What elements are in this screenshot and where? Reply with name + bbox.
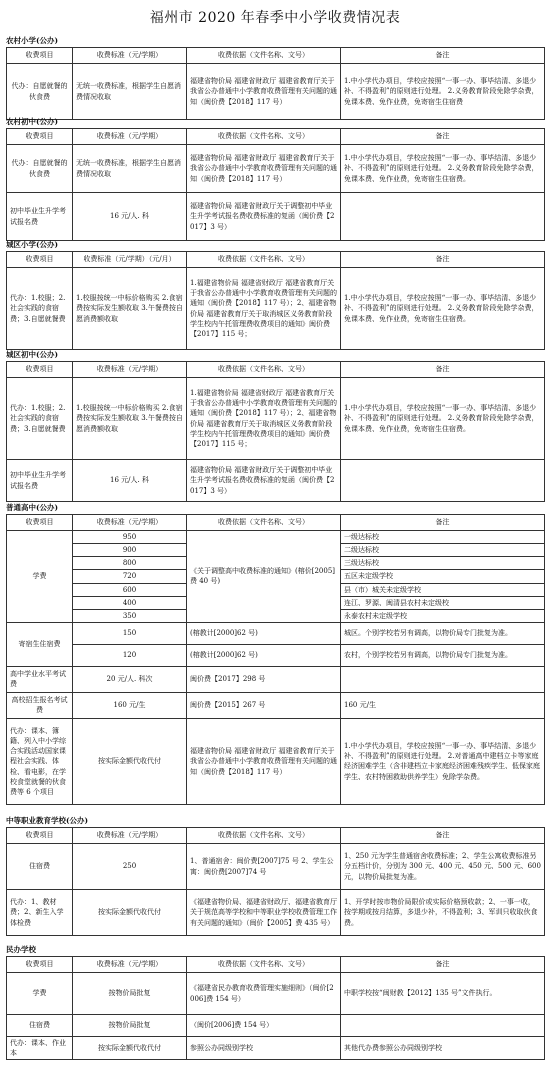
table-rural-junior xyxy=(6,128,545,241)
fee-remark: 中职学校按“闽财教【2012】135 号”文件执行。 xyxy=(341,973,545,1015)
fee-basis: 参照公办同级别学校 xyxy=(187,1037,341,1060)
header-basis: 收费依据（文件名称、文号） xyxy=(187,362,341,378)
fee-remark: 其他代办费参照公办同级别学校 xyxy=(341,1037,545,1060)
table-row xyxy=(7,531,545,544)
table-row xyxy=(7,145,545,193)
fee-standard: 16 元/人. 科 xyxy=(73,460,187,502)
header-basis: 收费依据（文件名称、文号） xyxy=(187,515,341,531)
header-standard: 收费标准（元/学期） xyxy=(73,48,187,64)
table-row xyxy=(7,1015,545,1037)
fee-basis: 福建省物价局 福建省财政厅 福建省教育厅关于我省公办普通中小学教育收费管理有关问题的通知（闽价费【2018】117 号） xyxy=(187,145,341,193)
fee-standard: 按实际金额代收代付 xyxy=(73,890,187,936)
fee-remark: 五区未定级学校 xyxy=(341,570,545,583)
header-row xyxy=(7,957,545,973)
fee-remark: 1、开学时按市物价局限价或实际价格预收款；2、一事一收，按学期或按月结算，多退少补，不得盈利；3、军训只收取伙食费。 xyxy=(341,890,545,936)
fee-standard: 250 xyxy=(73,844,187,890)
section-vocational: 中等职业教育学校(公办) xyxy=(6,816,89,825)
table-row xyxy=(7,890,545,936)
header-item: 收费项目 xyxy=(7,515,73,531)
header-remark: 备注 xyxy=(341,828,545,844)
fee-basis: 《福建省物价局、福建省财政厅、福建省教育厅关于规范高等学校和中等职业学校收费管理工作有关问题的通知》（闽价【2005】费 435 号） xyxy=(187,890,341,936)
header-row xyxy=(7,252,545,268)
fee-remark: 农村，个别学校若另有调高，以物价局专门批复为准。 xyxy=(341,644,545,666)
section-rural-primary: 农村小学(公办) xyxy=(6,36,59,45)
fee-basis: 闽价费【2015】267 号 xyxy=(187,692,341,718)
fee-remark: 1.中小学代办项目，学校应按照“一事一办、事毕结清、多退少补、不得盈利”的原则进行处理。 2.义务教育阶段免除学杂费，免课本费、免作业费，免寄宿生住宿费。 xyxy=(341,378,545,460)
table-row xyxy=(7,973,545,1015)
fee-remark: 1.中小学代办项目，学校应按照“一事一办、事毕结清、多退少补、不得盈利”的原则进行处理。 2.义务教育阶段免除学杂费，免课本费、免作业费，免寄宿生住宿费。 xyxy=(341,145,545,193)
header-remark: 备注 xyxy=(341,515,545,531)
table-row xyxy=(7,64,545,120)
fee-remark: 县（市）城关未定级学校 xyxy=(341,583,545,596)
fee-basis: （闽价[2006]费 154 号） xyxy=(187,1015,341,1037)
fee-remark: 1.中小学代办项目，学校应按照“一事一办、事毕结清、多退少补、不得盈利”的原则进行处理。 2.义务教育阶段免除学杂费，免课本费、免作业费，免寄宿生住宿费 xyxy=(341,64,545,120)
fee-standard: 20 元/人. 科次 xyxy=(73,666,187,692)
fee-remark xyxy=(341,193,545,241)
header-remark: 备注 xyxy=(341,129,545,145)
fee-item-tuition: 学费 xyxy=(7,531,73,623)
fee-standard: 无统一收费标准，根据学生自愿消费情况收取 xyxy=(73,145,187,193)
header-standard: 收费标准（元/学期） xyxy=(73,362,187,378)
table-row xyxy=(7,718,545,804)
table-row xyxy=(7,844,545,890)
header-item: 收费项目 xyxy=(7,362,73,378)
header-standard: 收费标准（元/学期） xyxy=(73,129,187,145)
header-basis: 收费依据（文件名称、文号） xyxy=(187,48,341,64)
fee-standard: 720 xyxy=(73,570,187,583)
section-high-school: 普通高中(公办) xyxy=(6,503,59,512)
header-item: 收费项目 xyxy=(7,957,73,973)
header-row xyxy=(7,48,545,64)
fee-standard: 600 xyxy=(73,583,187,596)
fee-remark: 1、250 元为学生普通宿舍收费标准；2、学生公寓收费标准另分五档计价，分别为 300 元、400 元、450 元、500 元、600 元，以物价局批复为准。 xyxy=(341,844,545,890)
header-standard: 收费标准（元/学期）（元/月） xyxy=(73,252,187,268)
fee-standard: 按实际金额代收代付 xyxy=(73,1037,187,1060)
header-item: 收费项目 xyxy=(7,129,73,145)
table-row xyxy=(7,268,545,350)
fee-item: 代办：1.校服；2.社会实践的食宿费；3.自愿就餐费 xyxy=(7,268,73,350)
fee-standard: 400 xyxy=(73,596,187,609)
fee-remark: 二级达标校 xyxy=(341,544,545,557)
fee-item: 高中学业水平考试费 xyxy=(7,666,73,692)
fee-basis: 福建省物价局 福建省财政厅 福建省教育厅关于我省公办普通中小学教育收费管理有关问题的通知（闽价费【2018】117 号） xyxy=(187,718,341,804)
table-row xyxy=(7,644,545,666)
fee-basis: 《关于调整高中收费标准的通知》(榕价[2005]费 40 号) xyxy=(187,531,341,623)
fee-standard: 1.校服按统一中标价格购买 2.食宿费按实际发生额收取 3.午餐费按自愿消费额收取 xyxy=(73,268,187,350)
table-rural-primary xyxy=(6,47,545,120)
fee-basis: 闽价费【2017】298 号 xyxy=(187,666,341,692)
fee-remark: 连江、罗源、闽清县农村未定级校 xyxy=(341,596,545,609)
fee-item: 代办：课本、作业本 xyxy=(7,1037,73,1060)
table-high-school xyxy=(6,514,545,805)
fee-remark: 城区。个别学校若另有调高，以物价局专门批复为准。 xyxy=(341,622,545,644)
fee-basis: 福建省物价局 福建省财政厅关于调整初中毕业生升学考试报名费收费标准的复函（闽价费【2017】3 号） xyxy=(187,460,341,502)
header-basis: 收费依据（文件名称、文号） xyxy=(187,828,341,844)
fee-standard: 150 xyxy=(73,622,187,644)
fee-basis: 福建省物价局 福建省财政厅关于调整初中毕业生升学考试报名费收费标准的复函（闽价费【2017】3 号） xyxy=(187,193,341,241)
header-basis: 收费依据（文件名称、文号） xyxy=(187,252,341,268)
header-standard: 收费标准（元/学期） xyxy=(73,957,187,973)
fee-basis: 1.福建省物价局 福建省财政厅 福建省教育厅关于我省公办普通中小学教育收费管理有关问题的通知（闽价费【2018】117 号）；2、福建省物价局 福建省教育厅关于取消城区义务教育阶段学生校内午托管理费收费项目的通知》闽价费【2017】115 号； xyxy=(187,378,341,460)
table-row xyxy=(7,622,545,644)
header-standard: 收费标准（元/学期） xyxy=(73,828,187,844)
fee-standard: 160 元/生 xyxy=(73,692,187,718)
fee-item: 代办：课本、簿籍、列入中小学综合实践活动国家课程社会实践、体检、看电影，在学校食堂就餐的伙食费等 6 个项目 xyxy=(7,718,73,804)
table-urban-primary xyxy=(6,251,545,350)
header-row xyxy=(7,129,545,145)
header-standard: 收费标准（元/学期） xyxy=(73,515,187,531)
fee-standard: 120 xyxy=(73,644,187,666)
fee-basis: (榕教计[2000]62 号) xyxy=(187,622,341,644)
fee-remark xyxy=(341,460,545,502)
section-urban-primary: 城区小学(公办) xyxy=(6,240,59,249)
page-title: 福州市 2020 年春季中小学收费情况表 xyxy=(149,10,401,26)
table-row xyxy=(7,460,545,502)
fee-basis: (榕教计[2000]62 号) xyxy=(187,644,341,666)
header-item: 收费项目 xyxy=(7,48,73,64)
header-remark: 备注 xyxy=(341,48,545,64)
header-remark: 备注 xyxy=(341,362,545,378)
header-remark: 备注 xyxy=(341,252,545,268)
fee-item: 初中毕业生升学考试报名费 xyxy=(7,193,73,241)
table-urban-junior xyxy=(6,361,545,502)
section-urban-junior: 城区初中(公办) xyxy=(6,350,59,359)
fee-standard: 350 xyxy=(73,609,187,622)
header-row xyxy=(7,828,545,844)
fee-standard: 16 元/人. 科 xyxy=(73,193,187,241)
fee-basis: 1、普通宿舍：闽价费[2007]75 号 2、学生公寓：闽价费[2007]74 号 xyxy=(187,844,341,890)
table-row xyxy=(7,1037,545,1060)
table-row xyxy=(7,666,545,692)
table-row xyxy=(7,378,545,460)
header-basis: 收费依据（文件名称、文号） xyxy=(187,129,341,145)
fee-item: 住宿费 xyxy=(7,844,73,890)
fee-remark: 一级达标校 xyxy=(341,531,545,544)
table-row xyxy=(7,193,545,241)
fee-basis: 1.福建省物价局 福建省财政厅 福建省教育厅关于我省公办普通中小学教育收费管理有关问题的通知（闽价费【2018】117 号）；2、福建省物价局 福建省教育厅关于取消城区义务教育阶段学生校内午托管理费收费项目的通知》闽价费【2017】115 号； xyxy=(187,268,341,350)
fee-item: 学费 xyxy=(7,973,73,1015)
fee-remark xyxy=(341,666,545,692)
section-private: 民办学校 xyxy=(6,945,36,954)
fee-remark: 永泰农村未定级学校 xyxy=(341,609,545,622)
fee-basis: 福建省物价局 福建省财政厅 福建省教育厅关于我省公办普通中小学教育收费管理有关问题的通知（闽价费【2018】117 号） xyxy=(187,64,341,120)
fee-remark: 1.中小学代办项目，学校应按照“一事一办、事毕结清、多退少补、不得盈利”的原则进行处理。 2.义务教育阶段免除学杂费，免课本费、免作业费，免寄宿生住宿费。 xyxy=(341,268,545,350)
header-basis: 收费依据（文件名称、文号） xyxy=(187,957,341,973)
table-private xyxy=(6,956,545,1060)
table-row xyxy=(7,692,545,718)
fee-item: 代办：1、教材费；2、新生入学体检费 xyxy=(7,890,73,936)
header-row xyxy=(7,515,545,531)
header-item: 收费项目 xyxy=(7,828,73,844)
fee-item: 初中毕业生升学考试报名费 xyxy=(7,460,73,502)
fee-remark: 160 元/生 xyxy=(341,692,545,718)
fee-remark: 三级达标校 xyxy=(341,557,545,570)
fee-standard: 950 xyxy=(73,531,187,544)
header-item: 收费项目 xyxy=(7,252,73,268)
fee-item: 高校招生报名考试费 xyxy=(7,692,73,718)
fee-remark: 1.中小学代办项目，学校应按照“一事一办、事毕结清、多退少补、不得盈利”的原则进行处理。 2.对普通高中建档立卡等家庭经济困难学生（含非建档立卡家庭经济困难残疾学生、低保家庭学生、农村特困救助供养学生）免除学杂费。 xyxy=(341,718,545,804)
fee-item: 代办：自愿就餐的伙食费 xyxy=(7,145,73,193)
fee-item-boarding: 寄宿生住宿费 xyxy=(7,622,73,666)
fee-standard: 无统一收费标准，根据学生自愿消费情况收取 xyxy=(73,64,187,120)
section-rural-junior: 农村初中(公办) xyxy=(6,117,59,126)
header-row xyxy=(7,362,545,378)
fee-standard: 按实际金额代收代付 xyxy=(73,718,187,804)
fee-remark xyxy=(341,1015,545,1037)
fee-item: 代办：1.校服；2.社会实践的食宿费；3.自愿就餐费 xyxy=(7,378,73,460)
header-remark: 备注 xyxy=(341,957,545,973)
fee-item: 住宿费 xyxy=(7,1015,73,1037)
fee-standard: 1.校服按统一中标价格购买 2.食宿费按实际发生额收取 3.午餐费按自愿消费额收取 xyxy=(73,378,187,460)
fee-standard: 按物价局批复 xyxy=(73,1015,187,1037)
fee-basis: 《福建省民办教育收费管理实施细则》（闽价[2006]费 154 号） xyxy=(187,973,341,1015)
table-vocational xyxy=(6,827,545,936)
fee-standard: 按物价局批复 xyxy=(73,973,187,1015)
fee-standard: 900 xyxy=(73,544,187,557)
fee-item: 代办：自愿就餐的伙食费 xyxy=(7,64,73,120)
fee-standard: 800 xyxy=(73,557,187,570)
